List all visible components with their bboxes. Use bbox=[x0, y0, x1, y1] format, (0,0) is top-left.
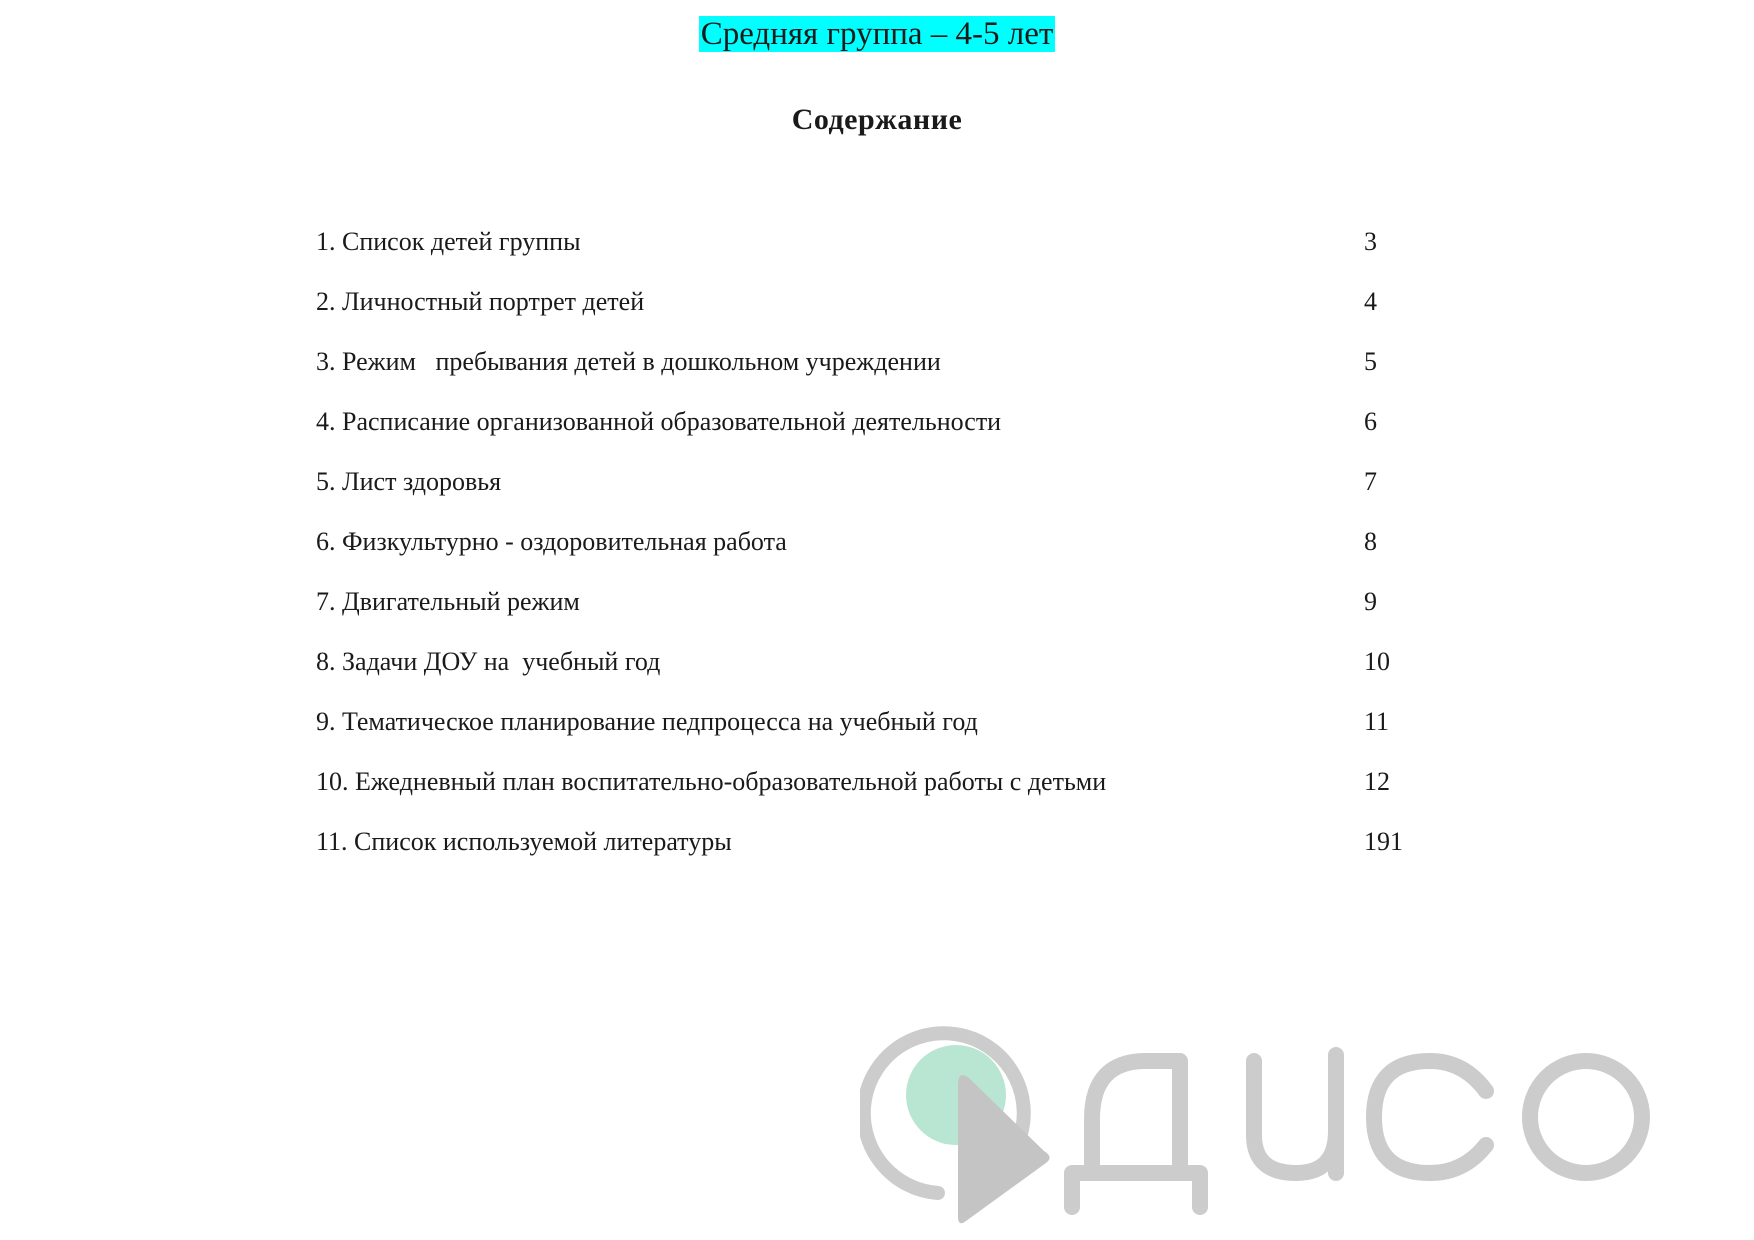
logo-letter-d-icon bbox=[1072, 1061, 1200, 1207]
toc-item bbox=[316, 402, 1456, 462]
toc-item-label: 10. Ежедневный план воспитательно-образовательной работы с детьми bbox=[316, 767, 1107, 796]
toc-item bbox=[316, 522, 1456, 582]
toc-item bbox=[316, 282, 1456, 342]
toc-item-label: 8. Задачи ДОУ на учебный год bbox=[316, 647, 661, 676]
diso-watermark-logo bbox=[860, 995, 1740, 1235]
group-banner bbox=[0, 14, 1754, 54]
logo-letter-i-icon bbox=[1254, 1055, 1336, 1173]
toc-item bbox=[316, 222, 1456, 282]
toc-item-page: 5 bbox=[1364, 347, 1377, 376]
toc-item-page: 9 bbox=[1364, 587, 1377, 616]
toc-item bbox=[316, 642, 1456, 702]
group-banner-text: Средняя группа – 4-5 лет bbox=[700, 16, 1054, 52]
toc-item bbox=[316, 702, 1456, 762]
toc-item-label: 6. Физкультурно - оздоровительная работа bbox=[316, 527, 787, 556]
toc-item-page: 10 bbox=[1364, 647, 1390, 676]
toc-item-page: 11 bbox=[1364, 707, 1390, 736]
toc-item-page: 12 bbox=[1364, 767, 1390, 796]
logo-letter-o-icon bbox=[1530, 1061, 1642, 1173]
toc-item-label: 3. Режим пребывания детей в дошкольном учреждении bbox=[316, 347, 941, 376]
toc-item-label: 1. Список детей группы bbox=[316, 227, 581, 256]
table-of-contents bbox=[316, 222, 1456, 882]
toc-item-page: 7 bbox=[1364, 467, 1377, 496]
toc-item bbox=[316, 822, 1456, 882]
toc-item-label: 7. Двигательный режим bbox=[316, 587, 580, 616]
toc-item-label: 4. Расписание организованной образовательной деятельности bbox=[316, 407, 1002, 436]
toc-item-label: 5. Лист здоровья bbox=[316, 467, 502, 496]
logo-letter-s-icon bbox=[1374, 1061, 1486, 1173]
toc-item-label: 9. Тематическое планирование педпроцесса на учебный год bbox=[316, 707, 978, 736]
toc-item bbox=[316, 342, 1456, 402]
toc-item-page: 191 bbox=[1364, 827, 1403, 856]
toc-item bbox=[316, 462, 1456, 522]
contents-title: Содержание bbox=[791, 103, 963, 136]
toc-item-page: 6 bbox=[1364, 407, 1377, 436]
toc-item-page: 3 bbox=[1364, 227, 1377, 256]
toc-item bbox=[316, 582, 1456, 642]
toc-item-page: 8 bbox=[1364, 527, 1377, 556]
toc-item-label: 2. Личностный портрет детей bbox=[316, 287, 645, 316]
toc-item-page: 4 bbox=[1364, 287, 1377, 316]
toc-item-label: 11. Список используемой литературы bbox=[316, 827, 732, 856]
toc-item bbox=[316, 762, 1456, 822]
